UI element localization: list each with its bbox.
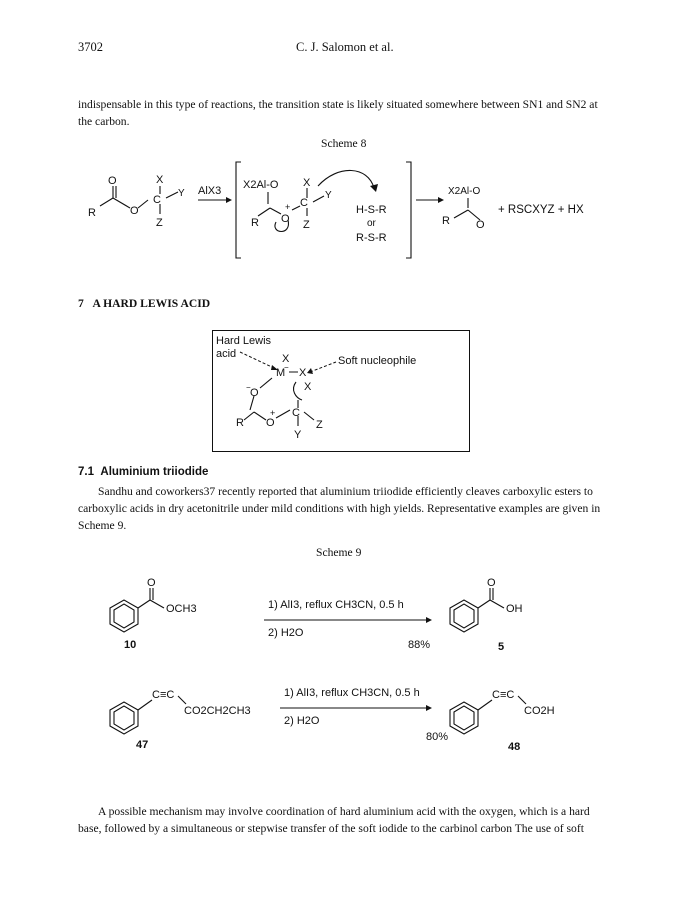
row2-compound-number: 47 (136, 739, 149, 751)
row2-product-ring (450, 696, 526, 734)
svg-text:Z: Z (316, 419, 323, 431)
row1-condition-1: 1) AlI3, reflux CH3CN, 0.5 h (268, 599, 404, 611)
svg-text:X: X (299, 367, 307, 379)
svg-text:X: X (156, 174, 164, 186)
svg-text:Z: Z (303, 219, 310, 231)
svg-text:R: R (442, 215, 450, 227)
svg-text:O: O (476, 219, 485, 231)
svg-text:+: + (285, 202, 291, 212)
svg-text:X: X (304, 381, 312, 393)
section7-heading (78, 295, 210, 312)
closing-paragraph: A possible mechanism may involve coordination of hard aluminium acid with the oxygen, which is a hard base, followed by a simultaneous or stepwise transfer of the soft iodide to the carbinol carbon The use of soft (78, 805, 590, 835)
row2-product-number: 48 (508, 741, 521, 753)
box-soft-nucleophile-label: Soft nucleophile (338, 355, 417, 367)
scheme8-nucleophile-2: R-S-R (356, 232, 387, 244)
hard-lewis-acid-diagram (212, 330, 470, 452)
svg-text:X: X (282, 353, 290, 365)
section7-number: 7 (78, 297, 84, 310)
svg-text:O: O (250, 387, 259, 399)
section71-heading (78, 464, 208, 481)
row1-condition-2: 2) H2O (268, 627, 304, 639)
svg-text:+: + (270, 408, 276, 418)
svg-text:O: O (487, 577, 496, 589)
row2-alkyne: C≡C (152, 689, 175, 701)
scheme8-nucleophile-1: H-S-R (356, 204, 387, 216)
scheme8-diagram (78, 158, 618, 263)
svg-text:R: R (251, 217, 259, 229)
row2-yield: 80% (426, 731, 449, 743)
svg-text:C: C (300, 197, 308, 209)
intro-paragraph: indispensable in this type of reactions, the transition state is likely situated somewhere between SN1 and SN2 at the carbon. (78, 98, 598, 128)
scheme8-reagent: AlX3 (198, 185, 222, 197)
scheme9-title: Scheme 9 (316, 546, 362, 559)
row1-product-group: OH (506, 603, 523, 615)
row2-ester: CO2CH2CH3 (184, 705, 251, 717)
svg-text:M: M (276, 367, 286, 379)
scheme8-product-label: X2Al-O (448, 186, 481, 197)
row2-condition-2: 2) H2O (284, 715, 320, 727)
svg-text:O: O (147, 577, 156, 589)
row1-substituent: OCH3 (166, 603, 197, 615)
svg-text:−: − (284, 363, 289, 372)
svg-text:Y: Y (294, 429, 302, 441)
svg-text:O: O (108, 175, 117, 187)
row2-product-acid: CO2H (524, 705, 555, 717)
page-number: 3702 (78, 40, 103, 54)
svg-text:R: R (88, 207, 96, 219)
section7-title: A HARD LEWIS ACID (92, 297, 211, 310)
box-hard-lewis-label: Hard Lewis (216, 335, 272, 347)
row1-product-number: 5 (498, 641, 505, 653)
svg-text:O: O (266, 417, 275, 429)
svg-text:X: X (303, 177, 311, 189)
section71-number: 7.1 (78, 466, 94, 478)
scheme8-intermediate-label: X2Al-O (243, 179, 279, 191)
row2-reactant-ring (110, 696, 186, 734)
svg-text:−: − (246, 383, 251, 392)
svg-text:Y: Y (325, 190, 332, 201)
section71-title: Aluminium triiodide (100, 466, 209, 478)
svg-text:C: C (153, 194, 161, 206)
row1-yield: 88% (408, 639, 431, 651)
svg-text:O: O (281, 213, 290, 225)
section71-paragraph: Sandhu and coworkers37 recently reported that aluminium triiodide efficiently cleaves carboxylic esters to carboxylic acids in dry acetonitrile under mild conditions with high yields. Representative examples are given in Scheme 9. (78, 485, 601, 532)
scheme8-byproducts: + RSCXYZ + HX (498, 204, 584, 216)
scheme8-starting-ester (100, 186, 178, 214)
row2-product-alkyne: C≡C (492, 689, 515, 701)
svg-text:R: R (236, 417, 244, 429)
row1-reactant-ring (110, 588, 164, 632)
scheme8-or: or (367, 218, 376, 229)
scheme9-diagram (78, 568, 618, 758)
svg-text:O: O (130, 205, 139, 217)
box-acid-label: acid (216, 348, 237, 360)
svg-text:Y: Y (178, 188, 185, 199)
svg-text:Z: Z (156, 217, 163, 229)
scheme8-title: Scheme 8 (321, 137, 367, 150)
row1-compound-number: 10 (124, 639, 137, 651)
row1-product-ring (450, 588, 504, 632)
svg-text:C: C (292, 407, 300, 419)
running-title: C. J. Salomon et al. (296, 40, 394, 54)
row2-condition-1: 1) AlI3, reflux CH3CN, 0.5 h (284, 687, 420, 699)
